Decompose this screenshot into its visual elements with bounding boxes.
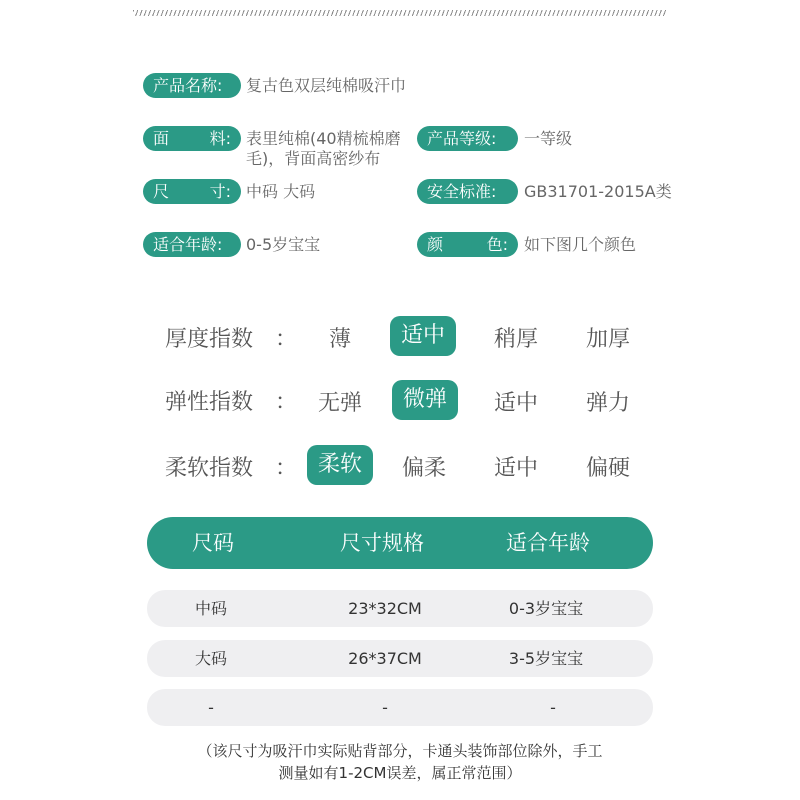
spec-cell: - [382,698,388,717]
fabric-key-1: 面 [153,129,170,148]
index-option-selected: 柔软 [307,445,373,485]
index-colon: ： [275,327,298,352]
safety-value: GB31701-2015A类 [524,182,672,201]
index-option: 稍厚 [493,327,538,352]
index-option: 适中 [493,391,538,416]
index-option: 薄 [328,327,351,352]
safety-key: 安全标准: [427,182,497,201]
index-option-selected: 适中 [390,316,456,356]
index-colon: ： [275,390,298,415]
index-option-selected: 微弹 [392,380,458,420]
safety-tag [417,179,518,204]
size-key-1: 尺 [153,182,170,201]
spec-cell: 23*32CM [348,599,422,618]
index-label: 厚度指数 [165,327,254,352]
age-cell: 3-5岁宝宝 [508,649,584,668]
size-table-row [147,640,653,677]
size-cell: 中码 [194,599,228,618]
size-key-2: 寸: [209,182,231,201]
index-option: 偏硬 [585,456,630,481]
index-colon: ： [275,456,298,481]
age-tag [143,232,241,257]
index-option: 适中 [493,456,538,481]
index-option: 加厚 [585,327,630,352]
fabric-value-line1: 表里纯棉(40精梳棉磨 [246,129,401,148]
index-label: 弹性指数 [165,390,254,415]
spec-cell: 26*37CM [348,649,422,668]
index-option: 无弹 [317,391,362,416]
grade-key: 产品等级: [427,129,497,148]
size-cell: - [208,698,214,717]
grade-tag [417,126,518,151]
age-cell: 0-3岁宝宝 [508,599,584,618]
size-table-header [147,517,653,569]
age-cell: - [550,698,556,717]
size-table-header-spec: 尺寸规格 [340,531,424,555]
size-tag [143,179,241,204]
fabric-key-2: 料: [209,129,231,148]
color-key-1: 颜 [427,235,444,254]
fabric-value-line2: 毛)，背面高密纱布 [246,149,381,168]
color-key-2: 色: [486,235,508,254]
color-tag [417,232,518,257]
measurement-note-line1: （该尺寸为吸汗巾实际贴背部分，卡通头装饰部位除外，手工 [197,742,603,760]
index-option: 弹力 [585,391,630,416]
size-table-row [147,689,653,726]
index-label: 柔软指数 [165,456,254,481]
index-option: 偏柔 [401,456,446,481]
product-name-value: 复古色双层纯棉吸汗巾 [246,76,407,95]
grade-value: 一等级 [524,129,573,148]
size-table-header-size: 尺码 [192,531,234,555]
age-value: 0-5岁宝宝 [246,235,321,254]
age-key: 适合年龄: [153,235,223,254]
size-table-row [147,590,653,627]
measurement-note-line2: 测量如有1-2CM误差，属正常范围） [278,764,522,782]
size-cell: 大码 [194,649,228,668]
color-value: 如下图几个颜色 [524,235,637,254]
product-name-tag [143,73,241,98]
product-name-key: 产品名称: [153,76,223,95]
top-dashed-rule [133,10,667,16]
size-value: 中码 大码 [246,182,316,201]
fabric-tag [143,126,241,151]
size-table-header-age: 适合年龄 [506,531,590,555]
